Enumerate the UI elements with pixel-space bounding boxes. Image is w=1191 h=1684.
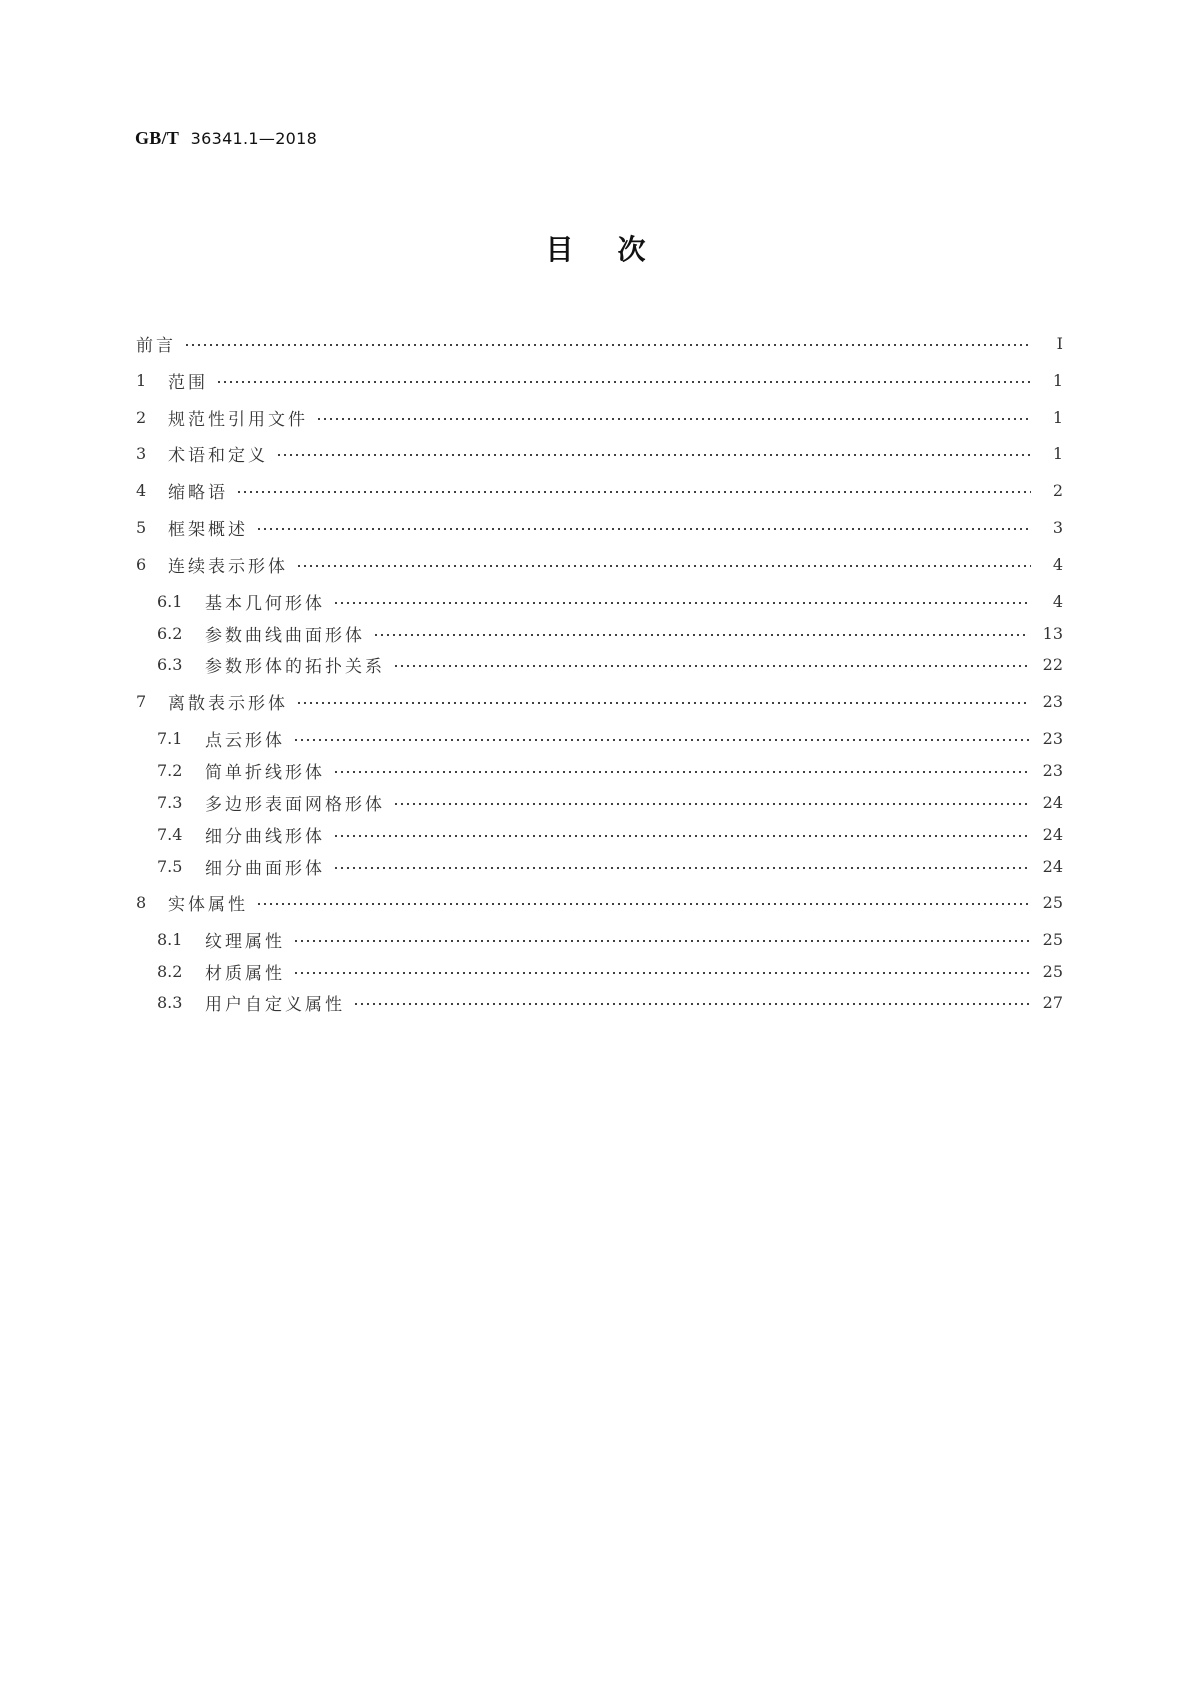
toc-entry-number: 1 bbox=[136, 370, 147, 390]
toc-entry-label: 材质属性 bbox=[205, 963, 285, 984]
dot-leader bbox=[296, 565, 1031, 567]
dot-leader bbox=[333, 602, 1031, 604]
toc-entry-page: 25 bbox=[1042, 929, 1063, 949]
toc-entry[interactable] bbox=[136, 369, 1063, 391]
toc-entry[interactable] bbox=[136, 516, 1063, 538]
toc-entry-page: 2 bbox=[1052, 480, 1063, 500]
toc-entry-number: 8.2 bbox=[157, 961, 183, 981]
toc-entry-page: 23 bbox=[1042, 728, 1063, 748]
toc-entry-number: 6.3 bbox=[157, 654, 183, 674]
toc-entry-label: 纹理属性 bbox=[205, 931, 285, 952]
dot-leader bbox=[184, 344, 1031, 346]
toc-entry-number: 5 bbox=[136, 517, 147, 537]
toc-entry-label: 多边形表面网格形体 bbox=[205, 794, 385, 815]
toc-entry[interactable] bbox=[157, 653, 1063, 675]
dot-leader bbox=[333, 771, 1029, 773]
toc-entry-page: 3 bbox=[1052, 517, 1063, 537]
toc-entry-page: 23 bbox=[1042, 760, 1063, 780]
toc-entry-page: 25 bbox=[1042, 961, 1063, 981]
standard-code bbox=[135, 128, 317, 149]
toc-entry-page: 1 bbox=[1052, 407, 1063, 427]
toc-entry-page: 1 bbox=[1052, 443, 1063, 463]
dot-leader bbox=[316, 418, 1031, 420]
page-title: 目次 bbox=[545, 233, 690, 266]
toc-entry-page: 23 bbox=[1042, 691, 1063, 711]
toc-entry-page: 24 bbox=[1042, 856, 1063, 876]
toc-entry[interactable] bbox=[136, 891, 1063, 913]
standard-number: 36341.1—2018 bbox=[190, 129, 318, 148]
toc-entry-page: 4 bbox=[1052, 554, 1063, 574]
toc-entry-label: 缩略语 bbox=[168, 482, 228, 503]
toc-entry-number: 8 bbox=[136, 892, 147, 912]
dot-leader bbox=[296, 702, 1029, 704]
dot-leader bbox=[293, 972, 1029, 974]
toc-entry-number: 7.5 bbox=[157, 856, 183, 876]
toc-entry-page: 1 bbox=[1052, 370, 1063, 390]
toc-entry-label: 细分曲面形体 bbox=[205, 858, 325, 879]
toc-entry-label: 规范性引用文件 bbox=[168, 409, 308, 430]
toc-entry[interactable] bbox=[157, 791, 1063, 813]
toc-entry[interactable] bbox=[136, 406, 1063, 428]
toc-entry-number: 4 bbox=[136, 480, 147, 500]
toc-entry-page: 27 bbox=[1042, 992, 1063, 1012]
toc-entry[interactable] bbox=[157, 928, 1063, 950]
toc-entry-number: 7 bbox=[136, 691, 147, 711]
toc-entry-number: 7.2 bbox=[157, 760, 183, 780]
toc-entry-number: 2 bbox=[136, 407, 147, 427]
toc-entry[interactable] bbox=[157, 823, 1063, 845]
toc-entry-page: 24 bbox=[1042, 792, 1063, 812]
toc-entry[interactable] bbox=[136, 442, 1063, 464]
toc-entry[interactable] bbox=[157, 960, 1063, 982]
toc-entry-label: 术语和定义 bbox=[168, 445, 268, 466]
toc-entry-label: 基本几何形体 bbox=[205, 593, 325, 614]
dot-leader bbox=[216, 381, 1031, 383]
toc-entry-page: 24 bbox=[1042, 824, 1063, 844]
toc-entry-page: I bbox=[1056, 333, 1063, 353]
toc-entry-label: 点云形体 bbox=[205, 730, 285, 751]
toc-entry-number: 6.2 bbox=[157, 623, 183, 643]
toc-entry[interactable] bbox=[136, 479, 1063, 501]
toc-entry-label: 实体属性 bbox=[168, 894, 248, 915]
toc-entry-number: 6 bbox=[136, 554, 147, 574]
toc-entry[interactable] bbox=[157, 991, 1063, 1013]
toc-entry[interactable] bbox=[157, 622, 1063, 644]
toc-entry-label: 前言 bbox=[136, 335, 176, 356]
dot-leader bbox=[373, 634, 1029, 636]
dot-leader bbox=[256, 903, 1029, 905]
dot-leader bbox=[333, 867, 1029, 869]
toc-entry[interactable] bbox=[157, 727, 1063, 749]
toc-entry-label: 离散表示形体 bbox=[168, 693, 288, 714]
toc-entry-label: 用户自定义属性 bbox=[205, 994, 345, 1015]
toc-entry-number: 7.4 bbox=[157, 824, 183, 844]
toc-entry-label: 参数形体的拓扑关系 bbox=[205, 656, 385, 677]
toc-entry[interactable] bbox=[157, 855, 1063, 877]
dot-leader bbox=[353, 1003, 1029, 1005]
toc-entry[interactable] bbox=[136, 690, 1063, 712]
dot-leader bbox=[293, 739, 1029, 741]
toc-entry[interactable] bbox=[157, 590, 1063, 612]
toc-entry-page: 4 bbox=[1052, 591, 1063, 611]
toc-entry[interactable] bbox=[157, 759, 1063, 781]
toc-entry-label: 简单折线形体 bbox=[205, 762, 325, 783]
toc-entry-page: 22 bbox=[1042, 654, 1063, 674]
toc-entry[interactable] bbox=[136, 332, 1063, 354]
toc-entry-page: 25 bbox=[1042, 892, 1063, 912]
standard-prefix: GB/T bbox=[135, 128, 180, 148]
toc-entry-label: 细分曲线形体 bbox=[205, 826, 325, 847]
dot-leader bbox=[393, 803, 1029, 805]
toc-entry-page: 13 bbox=[1042, 623, 1063, 643]
toc-entry-number: 7.3 bbox=[157, 792, 183, 812]
toc-entry-number: 8.1 bbox=[157, 929, 183, 949]
dot-leader bbox=[256, 528, 1031, 530]
toc-entry-number: 8.3 bbox=[157, 992, 183, 1012]
dot-leader bbox=[236, 491, 1031, 493]
toc-entry-number: 3 bbox=[136, 443, 147, 463]
dot-leader bbox=[293, 940, 1029, 942]
toc-entry-label: 参数曲线曲面形体 bbox=[205, 625, 365, 646]
dot-leader bbox=[393, 665, 1029, 667]
dot-leader bbox=[333, 835, 1029, 837]
toc-entry-label: 连续表示形体 bbox=[168, 556, 288, 577]
toc-entry[interactable] bbox=[136, 553, 1063, 575]
toc-entry-number: 6.1 bbox=[157, 591, 183, 611]
toc-entry-label: 范围 bbox=[168, 372, 208, 393]
dot-leader bbox=[276, 454, 1031, 456]
toc-entry-label: 框架概述 bbox=[168, 519, 248, 540]
toc-entry-number: 7.1 bbox=[157, 728, 183, 748]
